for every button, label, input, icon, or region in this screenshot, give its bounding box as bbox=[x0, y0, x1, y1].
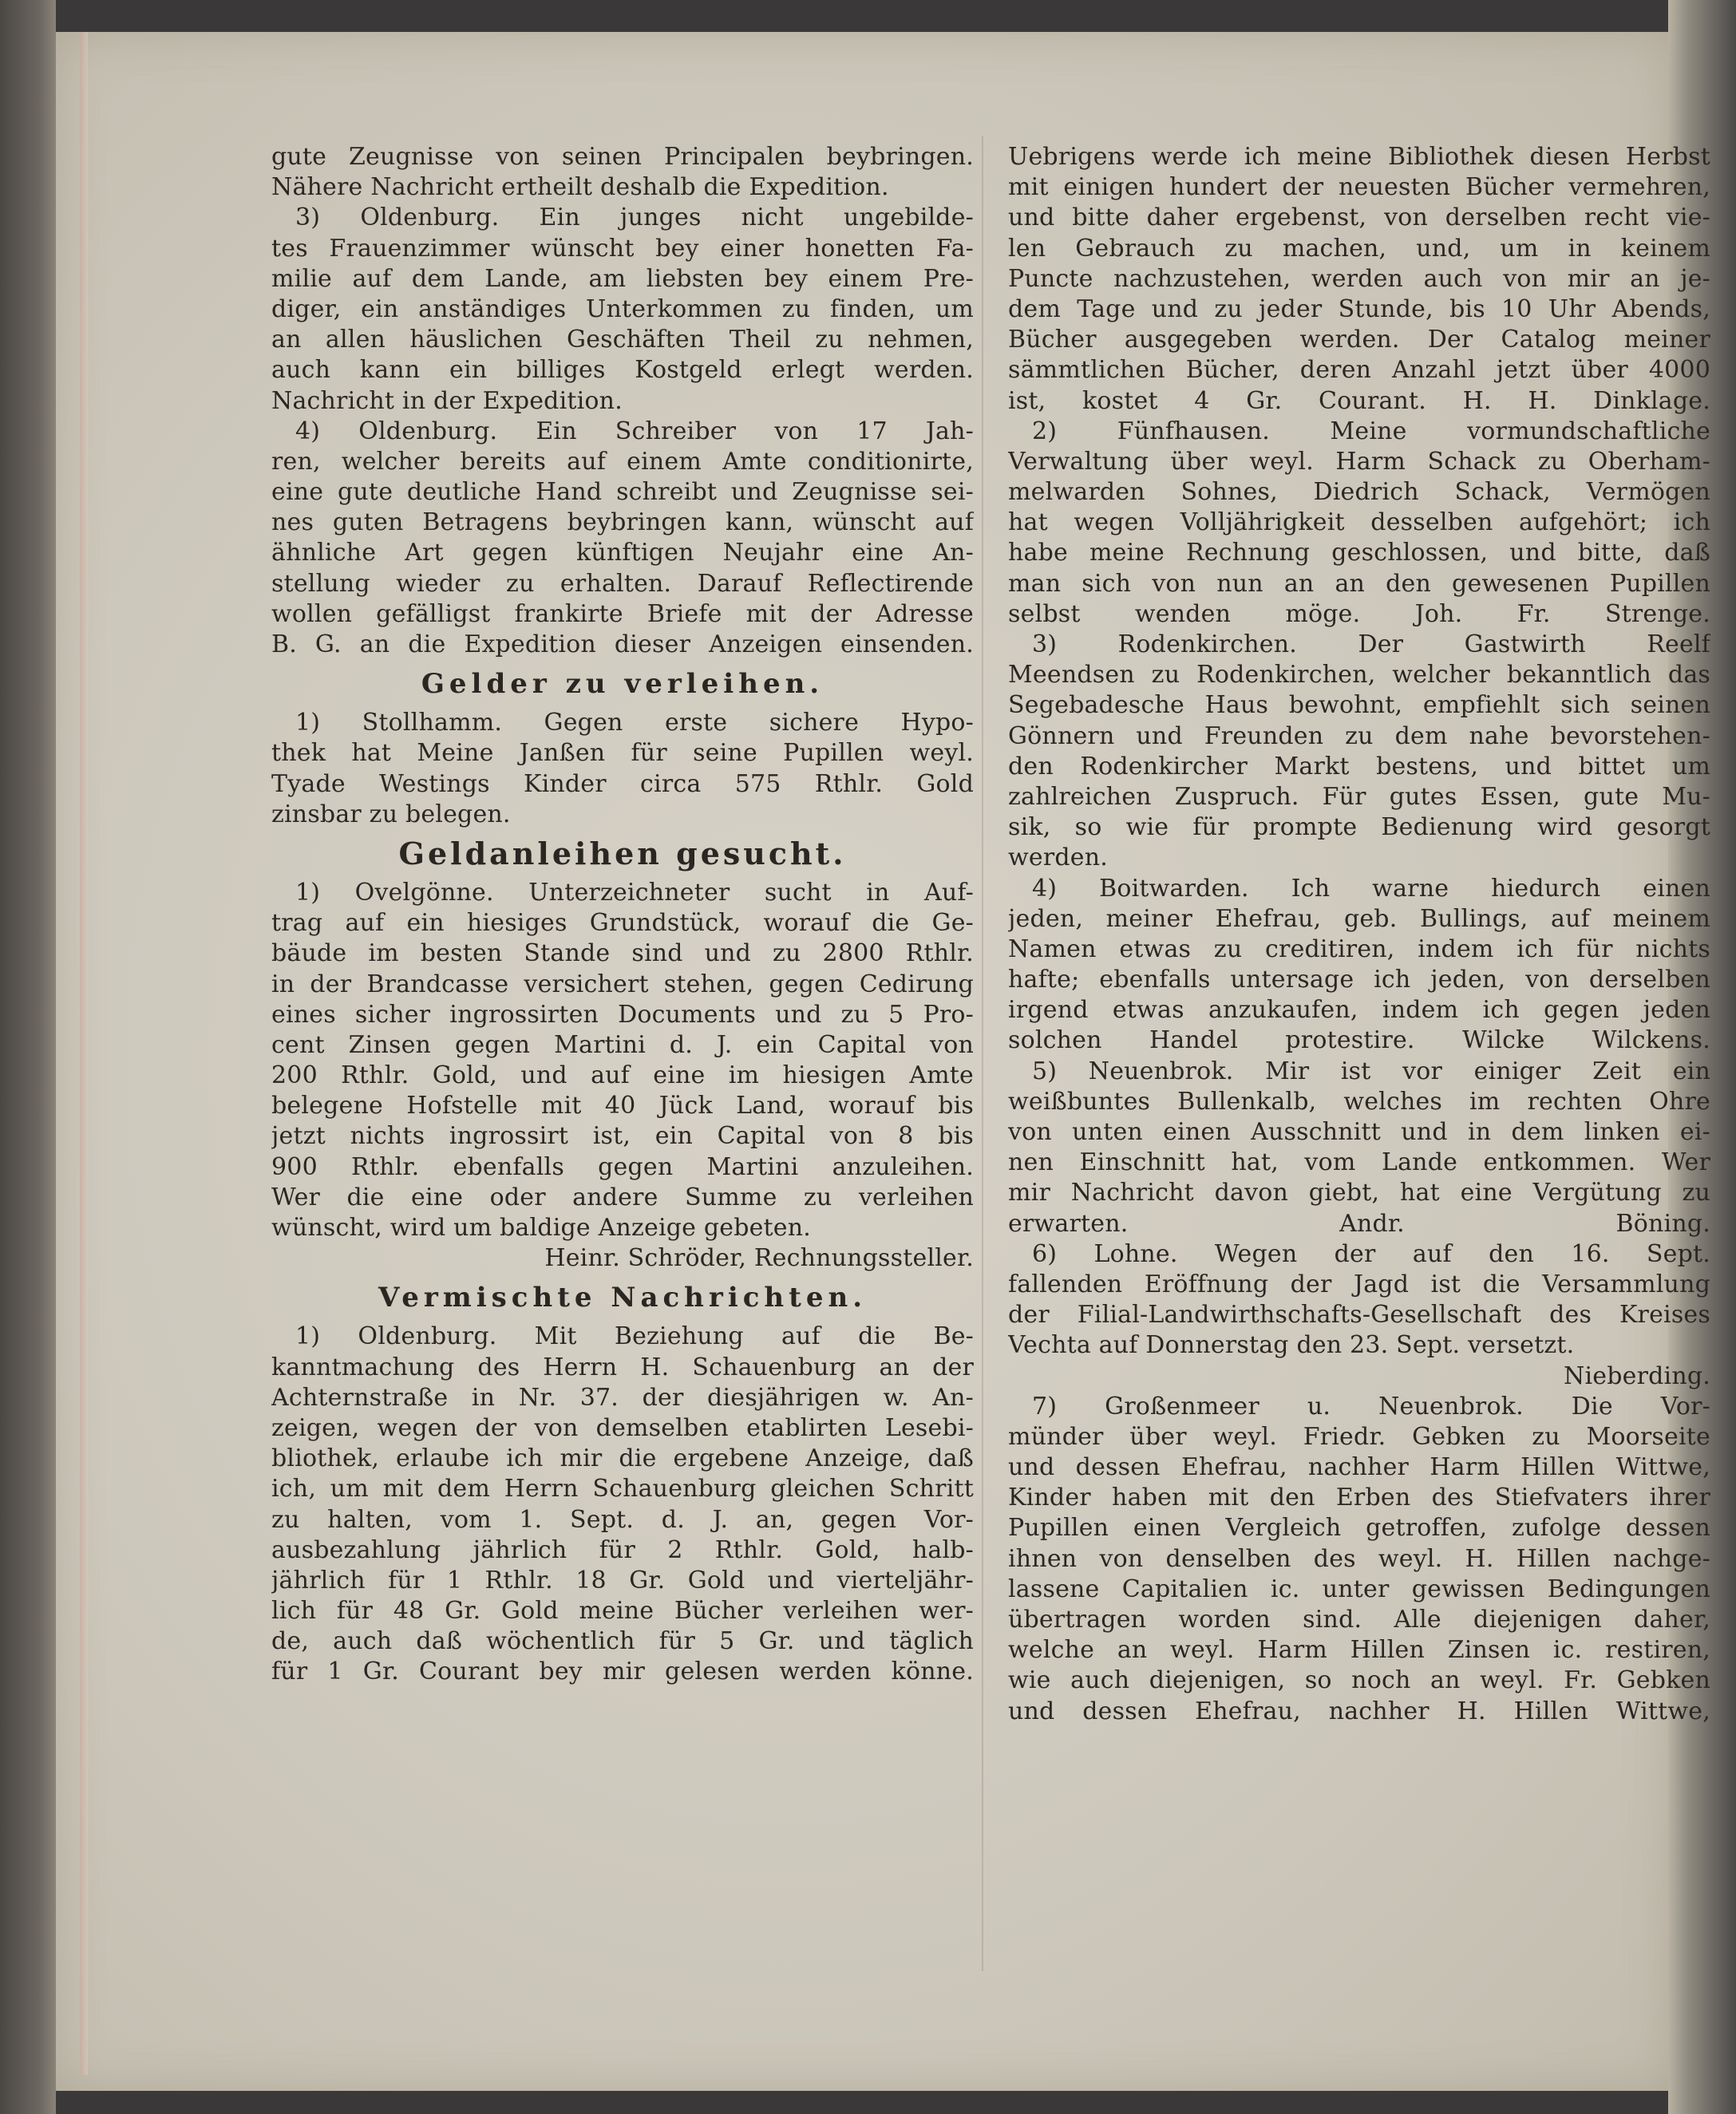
text-line: bäude im besten Stande sind und zu 2800 Rthlr. bbox=[271, 939, 974, 968]
text-line: Nähere Nachricht ertheilt deshalb die Expedition. bbox=[271, 173, 889, 202]
text-line: und bitte daher ergebenst, von derselben recht vie- bbox=[1008, 203, 1710, 232]
section-heading-vermischte: Vermischte Nachrichten. bbox=[378, 1282, 868, 1314]
text-line: tes Frauenzimmer wünscht bey einer honetten Fa- bbox=[271, 234, 974, 263]
entry-neuenbrok bbox=[1008, 1057, 1710, 1239]
text-line: 6) Lohne. Wegen der auf den 16. Sept. bbox=[1032, 1239, 1710, 1268]
text-line: 3) Rodenkirchen. Der Gastwirth Reelf bbox=[1032, 630, 1710, 658]
text-line: den Rodenkircher Markt bestens, und bittet um bbox=[1008, 752, 1710, 780]
text-line: Nachricht in der Expedition. bbox=[271, 386, 623, 415]
text-line: jetzt nichts ingrossirt ist, ein Capital von 8 bis bbox=[271, 1122, 974, 1151]
text-line: von unten einen Ausschnitt und in dem linken ei- bbox=[1008, 1118, 1710, 1146]
entry-oldenburg-3 bbox=[271, 203, 974, 416]
text-line: nes guten Betragens beybringen kann, wünscht auf bbox=[271, 508, 974, 537]
text-line: wollen gefälligst frankirte Briefe mit der Adresse bbox=[271, 599, 974, 628]
scan-left-edge bbox=[0, 0, 56, 2114]
text-line: 1) Stollhamm. Gegen erste sichere Hypo- bbox=[295, 709, 974, 737]
text-line: 7) Großenmeer u. Neuenbrok. Die Vor- bbox=[1032, 1392, 1710, 1421]
entry-grossenmeer bbox=[1008, 1392, 1710, 1727]
text-line: lich für 48 Gr. Gold meine Bücher verleihen wer- bbox=[271, 1597, 974, 1626]
text-line: Segebadesche Haus bewohnt, empfiehlt sich seinen bbox=[1008, 691, 1710, 720]
entry-boitwarden bbox=[1008, 874, 1710, 1057]
text-line: sik, so wie für prompte Bedienung wird gesorgt bbox=[1008, 813, 1710, 842]
text-line: stellung wieder zu erhalten. Darauf Reflectirende bbox=[271, 569, 974, 598]
text-line: 900 Rthlr. ebenfalls gegen Martini anzuleihen. bbox=[271, 1152, 974, 1181]
text-line: hafte; ebenfalls untersage ich jeden, von derselben bbox=[1008, 966, 1710, 994]
text-line: 2) Fünfhausen. Meine vormundschaftliche bbox=[1032, 417, 1710, 445]
text-line: sämmtlichen Bücher, deren Anzahl jetzt über 4000 bbox=[1008, 356, 1710, 385]
section-heading-anleihen: Geldanleihen gesucht. bbox=[398, 835, 847, 871]
text-line: belegene Hofstelle mit 40 Jück Land, worauf bis bbox=[271, 1092, 974, 1120]
text-line: wünscht, wird um baldige Anzeige gebeten. bbox=[271, 1214, 812, 1242]
entry-lohne bbox=[1008, 1239, 1710, 1392]
text-line: ausbezahlung jährlich für 2 Rthlr. Gold, halb- bbox=[271, 1535, 974, 1564]
text-line: ich, um mit dem Herrn Schauenburg gleichen Schritt bbox=[271, 1475, 974, 1504]
text-line: ihnen von denselben des weyl. H. Hillen nachge- bbox=[1008, 1544, 1710, 1573]
text-line: weißbuntes Bullenkalb, welches im rechten Ohre bbox=[1008, 1087, 1710, 1116]
text-line: lassene Capitalien ic. unter gewissen Bedingungen bbox=[1008, 1575, 1710, 1603]
entry-ovelgoenne bbox=[271, 878, 974, 1274]
text-line: Namen etwas zu creditiren, indem ich für nichts bbox=[1008, 935, 1710, 963]
text-line: eines sicher ingrossirten Documents und zu 5 Pro- bbox=[271, 1000, 974, 1029]
text-line: Uebrigens werde ich meine Bibliothek diesen Herbst bbox=[1008, 143, 1710, 171]
text-line: und dessen Ehefrau, nachher H. Hillen Wittwe, bbox=[1008, 1697, 1710, 1725]
text-line: de, auch daß wöchentlich für 5 Gr. und täglich bbox=[271, 1627, 974, 1656]
text-line: trag auf ein hiesiges Grundstück, worauf die Ge- bbox=[271, 909, 974, 938]
text-line: Bücher ausgegeben werden. Der Catalog meiner bbox=[1008, 326, 1710, 354]
text-line: kanntmachung des Herrn H. Schauenburg an der bbox=[271, 1353, 974, 1381]
text-line: jeden, meiner Ehefrau, geb. Bullings, auf meinem bbox=[1008, 904, 1710, 933]
text-line: irgend etwas anzukaufen, indem ich gegen jeden bbox=[1008, 996, 1710, 1025]
section-heading-gelder: Gelder zu verleihen. bbox=[421, 668, 825, 701]
text-line: len Gebrauch zu machen, und, um in keinem bbox=[1008, 234, 1710, 263]
text-line: 200 Rthlr. Gold, und auf eine im hiesigen Amte bbox=[271, 1061, 974, 1090]
text-line: cent Zinsen gegen Martini d. J. ein Capital von bbox=[271, 1030, 974, 1059]
text-line: zahlreichen Zuspruch. Für gutes Essen, gute Mu- bbox=[1008, 782, 1710, 811]
entry-fuenfhausen bbox=[1008, 417, 1710, 630]
text-line: ist, kostet 4 Gr. Courant. H. H. Dinklage. bbox=[1008, 386, 1710, 415]
entry-oldenburg-library bbox=[271, 1322, 974, 1687]
text-line: werden. bbox=[1008, 844, 1108, 872]
text-line: jährlich für 1 Rthlr. 18 Gr. Gold und vierteljähr- bbox=[271, 1566, 974, 1594]
text-line: ähnliche Art gegen künftigen Neujahr eine An- bbox=[271, 539, 974, 567]
text-line: thek hat Meine Janßen für seine Pupillen weyl. bbox=[271, 739, 974, 768]
text-line: bliothek, erlaube ich mir die ergebene Anzeige, daß bbox=[271, 1444, 974, 1473]
text-line: zu halten, vom 1. Sept. d. J. an, gegen Vor- bbox=[271, 1505, 974, 1534]
text-line: melwarden Sohnes, Diedrich Schack, Vermögen bbox=[1008, 478, 1710, 507]
text-line: 3) Oldenburg. Ein junges nicht ungebilde- bbox=[295, 203, 974, 232]
text-line: ren, welcher bereits auf einem Amte conditionirte, bbox=[271, 447, 974, 476]
column-divider bbox=[982, 136, 983, 1971]
text-line: zinsbar zu belegen. bbox=[271, 800, 511, 828]
text-line: Verwaltung über weyl. Harm Schack zu Oberham- bbox=[1008, 447, 1710, 476]
entry-library-continuation bbox=[1008, 142, 1710, 417]
text-line: an allen häuslichen Geschäften Theil zu nehmen, bbox=[271, 326, 974, 354]
right-column bbox=[1008, 142, 1710, 1727]
text-line: 4) Oldenburg. Ein Schreiber von 17 Jah- bbox=[295, 417, 974, 445]
text-line: milie auf dem Lande, am liebsten bey einem Pre- bbox=[271, 264, 974, 293]
text-line: fallenden Eröffnung der Jagd ist die Versammlung bbox=[1008, 1270, 1710, 1298]
entry-oldenburg-4 bbox=[271, 417, 974, 661]
text-line: Vechta auf Donnerstag den 23. Sept. versetzt. bbox=[1008, 1331, 1575, 1360]
text-line: welche an weyl. Harm Hillen Zinsen ic. restiren, bbox=[1008, 1636, 1710, 1665]
text-line: Gönnern und Freunden zu dem nahe bevorstehen- bbox=[1008, 721, 1710, 750]
text-line: B. G. an die Expedition dieser Anzeigen einsenden. bbox=[271, 630, 974, 658]
text-line: selbst wenden möge. Joh. Fr. Strenge. bbox=[1008, 599, 1710, 628]
text-line: Wer die eine oder andere Summe zu verleihen bbox=[271, 1183, 974, 1211]
text-line: münder über weyl. Friedr. Gebken zu Moorseite bbox=[1008, 1422, 1710, 1451]
text-line: solchen Handel protestire. Wilcke Wilckens. bbox=[1008, 1026, 1710, 1055]
text-line: für 1 Gr. Courant bey mir gelesen werden könne. bbox=[271, 1658, 974, 1686]
text-line: 1) Oldenburg. Mit Beziehung auf die Be- bbox=[295, 1322, 974, 1351]
text-line: Meendsen zu Rodenkirchen, welcher bekanntlich das bbox=[1008, 661, 1710, 690]
text-line: mir Nachricht davon giebt, hat eine Vergütung zu bbox=[1008, 1179, 1710, 1207]
text-line: Tyade Westings Kinder circa 575 Rthlr. Gold bbox=[271, 769, 974, 798]
text-line: mit einigen hundert der neuesten Bücher vermehren, bbox=[1008, 173, 1710, 202]
text-line: auch kann ein billiges Kostgeld erlegt werden. bbox=[271, 356, 974, 385]
text-line: in der Brandcasse versichert stehen, gegen Cedirung bbox=[271, 970, 974, 998]
text-line: nen Einschnitt hat, vom Lande entkommen. Wer bbox=[1008, 1148, 1710, 1177]
signature: Heinr. Schröder, Rechnungssteller. bbox=[544, 1244, 974, 1273]
text-line: Kinder haben mit den Erben des Stiefvaters ihrer bbox=[1008, 1484, 1710, 1512]
text-line: gute Zeugnisse von seinen Principalen beybringen. bbox=[271, 143, 974, 171]
text-line: Achternstraße in Nr. 37. der diesjährigen w. An- bbox=[271, 1383, 974, 1412]
entry-stollhamm bbox=[271, 708, 974, 830]
text-line: der Filial-Landwirthschafts-Gesellschaft des Kreises bbox=[1008, 1301, 1710, 1330]
text-line: eine gute deutliche Hand schreibt und Zeugnisse sei- bbox=[271, 478, 974, 507]
text-line: Puncte nachzustehen, werden auch von mir an je- bbox=[1008, 264, 1710, 293]
text-line: hat wegen Volljährigkeit desselben aufgehört; ich bbox=[1008, 508, 1710, 537]
text-line: erwarten. Andr. Böning. bbox=[1008, 1209, 1710, 1238]
text-line: wie auch diejenigen, so noch an weyl. Fr. Gebken bbox=[1008, 1666, 1710, 1695]
page-fold-line bbox=[80, 32, 88, 2075]
text-line: übertragen worden sind. Alle diejenigen daher, bbox=[1008, 1606, 1710, 1634]
text-line: dem Tage und zu jeder Stunde, bis 10 Uhr Abends, bbox=[1008, 294, 1710, 323]
text-line: zeigen, wegen der von demselben etablirten Lesebi- bbox=[271, 1413, 974, 1442]
left-column bbox=[271, 142, 974, 1688]
text-line: man sich von nun an an den gewesenen Pupillen bbox=[1008, 569, 1710, 598]
entry-rodenkirchen bbox=[1008, 630, 1710, 874]
text-line: Pupillen einen Vergleich getroffen, zufolge dessen bbox=[1008, 1514, 1710, 1543]
text-line: habe meine Rechnung geschlossen, und bitte, daß bbox=[1008, 539, 1710, 567]
text-line: 1) Ovelgönne. Unterzeichneter sucht in Auf- bbox=[295, 878, 974, 907]
text-line: und dessen Ehefrau, nachher Harm Hillen Wittwe, bbox=[1008, 1453, 1710, 1482]
text-line: diger, ein anständiges Unterkommen zu finden, um bbox=[271, 294, 974, 323]
text-line: 5) Neuenbrok. Mir ist vor einiger Zeit ein bbox=[1032, 1057, 1710, 1085]
signature: Nieberding. bbox=[1564, 1361, 1710, 1390]
intro-paragraph bbox=[271, 142, 974, 203]
text-line: 4) Boitwarden. Ich warne hiedurch einen bbox=[1032, 874, 1710, 903]
